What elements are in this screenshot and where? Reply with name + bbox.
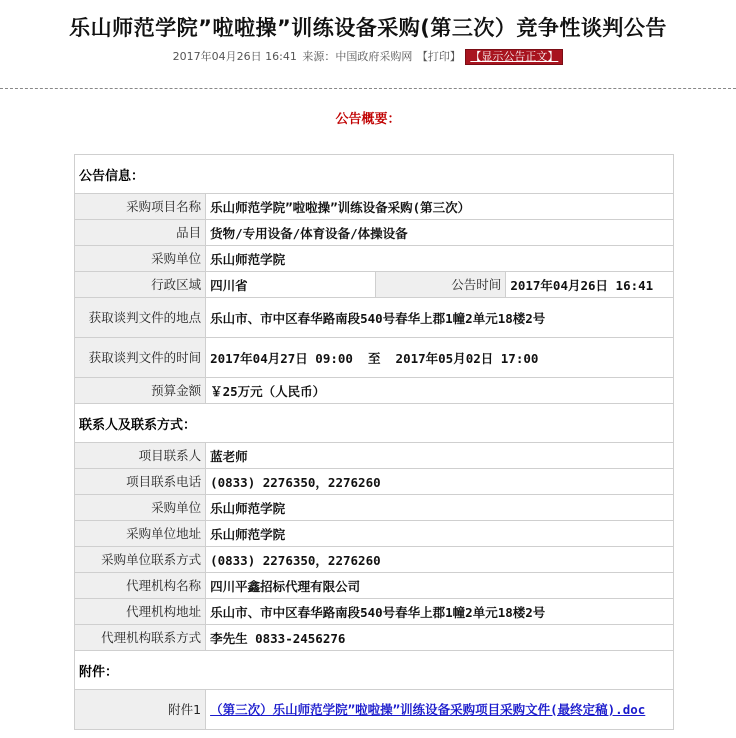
page-title: 乐山师范学院”啦啦操”训练设备采购(第三次）竞争性谈判公告 <box>69 16 667 40</box>
print-link[interactable]: 【打印】 <box>416 50 461 63</box>
section-notice: 公告信息： <box>75 155 674 194</box>
label-unit-phone: 采购单位联系方式 <box>75 547 206 573</box>
label-doc-time: 获取谈判文件的时间 <box>75 338 206 378</box>
label-contact-phone: 项目联系电话 <box>75 469 206 495</box>
value-region: 四川省 <box>206 272 376 298</box>
label-unit-addr: 采购单位地址 <box>75 521 206 547</box>
overview-heading: 公告概要： <box>335 112 401 127</box>
value-agency-contact: 李先生 0833-2456276 <box>206 625 674 651</box>
label-agency: 代理机构名称 <box>75 573 206 599</box>
value-agency: 四川平鑫招标代理有限公司 <box>206 573 674 599</box>
show-body-button[interactable]: 【显示公告正文】 <box>465 49 563 65</box>
label-budget: 预算金额 <box>75 378 206 404</box>
value-unit: 乐山师范学院 <box>206 495 674 521</box>
value-project-name: 乐山师范学院”啦啦操”训练设备采购(第三次） <box>206 194 674 220</box>
value-contact: 蓝老师 <box>206 443 674 469</box>
value-unit-phone: (0833) 2276350，2276260 <box>206 547 674 573</box>
value-contact-phone: (0833) 2276350，2276260 <box>206 469 674 495</box>
label-contact: 项目联系人 <box>75 443 206 469</box>
value-category: 货物/专用设备/体育设备/体操设备 <box>206 220 674 246</box>
label-agency-contact: 代理机构联系方式 <box>75 625 206 651</box>
label-region: 行政区域 <box>75 272 206 298</box>
label-purchaser: 采购单位 <box>75 246 206 272</box>
label-doc-place: 获取谈判文件的地点 <box>75 298 206 338</box>
meta-bar <box>0 48 736 66</box>
label-publish-time: 公告时间 <box>375 272 506 298</box>
value-agency-addr: 乐山市、市中区春华路南段540号春华上郡1幢2单元18楼2号 <box>206 599 674 625</box>
source-text: 来源：中国政府采购网 <box>302 50 413 63</box>
label-unit: 采购单位 <box>75 495 206 521</box>
label-attachment: 附件1 <box>75 690 206 730</box>
attachment-cell <box>206 690 674 730</box>
value-doc-time: 2017年04月27日 09:00 至 2017年05月02日 17:00 <box>206 338 674 378</box>
section-attach: 附件： <box>75 651 674 690</box>
label-category: 品目 <box>75 220 206 246</box>
attachment-link[interactable]: （第三次）乐山师范学院”啦啦操”训练设备采购项目采购文件(最终定稿).doc <box>210 701 646 717</box>
label-agency-addr: 代理机构地址 <box>75 599 206 625</box>
value-doc-place: 乐山市、市中区春华路南段540号春华上郡1幢2单元18楼2号 <box>206 298 674 338</box>
notice-table <box>74 154 674 730</box>
label-project-name: 采购项目名称 <box>75 194 206 220</box>
value-publish-time: 2017年04月26日 16:41 <box>506 272 674 298</box>
value-purchaser: 乐山师范学院 <box>206 246 674 272</box>
value-unit-addr: 乐山师范学院 <box>206 521 674 547</box>
section-contact: 联系人及联系方式： <box>75 404 674 443</box>
publish-date: 2017年04月26日 16:41 <box>172 50 297 63</box>
dashed-divider <box>0 88 736 89</box>
value-budget: ￥25万元（人民币） <box>206 378 674 404</box>
